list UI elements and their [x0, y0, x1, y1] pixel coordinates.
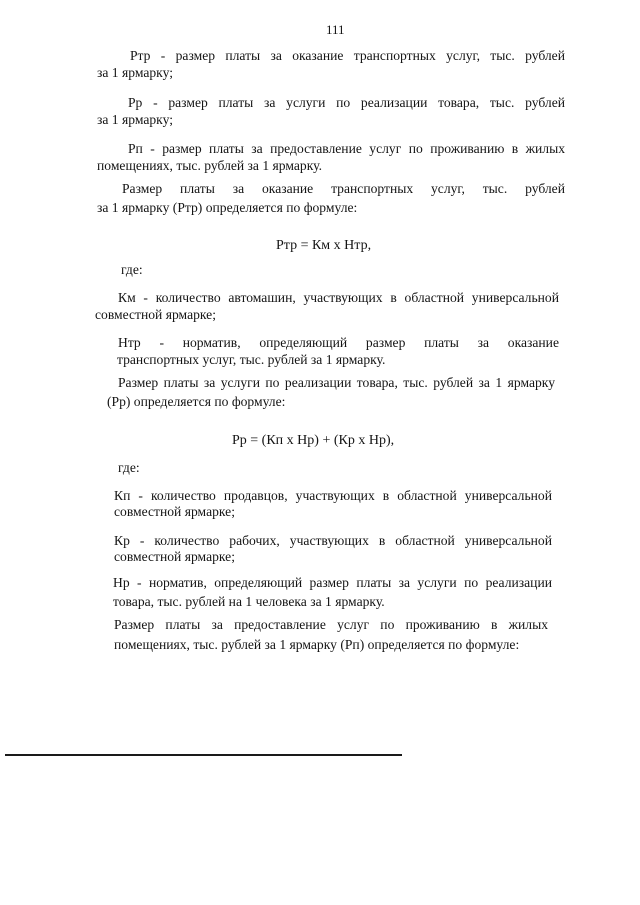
paragraph-rp-line-2: помещениях, тыс. рублей за 1 ярмарку (Рп) определяется по формуле:: [114, 637, 520, 652]
definition-kp-line-2: совместной ярмарке;: [114, 504, 235, 519]
definition-ntr-line-1: Нтр - норматив, определяющий размер платы за оказание: [118, 335, 559, 350]
definition-km-line-2: совместной ярмарке;: [95, 307, 216, 322]
paragraph-rp-line-1: Размер платы за предоставление услуг по проживанию в жилых: [114, 617, 548, 632]
definition-km-line-1: Км - количество автомашин, участвующих в областной универсальной: [118, 290, 559, 305]
definition-rp-line-2: помещениях, тыс. рублей за 1 ярмарку.: [97, 158, 322, 173]
formula-rr: Рр = (Кп х Нр) + (Кр х Нр),: [232, 433, 395, 448]
definition-rtr-line-1: Ртр - размер платы за оказание транспортных услуг, тыс. рублей: [130, 48, 565, 63]
paragraph-rr-line-2: (Рр) определяется по формуле:: [107, 394, 286, 409]
formula-rtr: Ртр = Км х Нтр,: [276, 238, 372, 253]
definition-nr-line-2: товара, тыс. рублей на 1 человека за 1 ярмарку.: [113, 594, 385, 609]
definition-rr-line-2: за 1 ярмарку;: [97, 112, 173, 127]
paragraph-rtr-line-2: за 1 ярмарку (Ртр) определяется по формуле:: [97, 200, 358, 215]
page-number: 111: [326, 22, 345, 37]
where-label-1: где:: [121, 262, 143, 277]
definition-kp-line-1: Кп - количество продавцов, участвующих в областной универсальной: [114, 488, 552, 503]
paragraph-rtr-line-1: Размер платы за оказание транспортных услуг, тыс. рублей: [122, 181, 565, 196]
paragraph-rr-line-1: Размер платы за услуги по реализации товара, тыс. рублей за 1 ярмарку: [118, 375, 555, 390]
definition-rp-line-1: Рп - размер платы за предоставление услуг по проживанию в жилых: [128, 141, 565, 156]
definition-nr-line-1: Нр - норматив, определяющий размер платы за услуги по реализации: [113, 575, 552, 590]
definition-ntr-line-2: транспортных услуг, тыс. рублей за 1 ярмарку.: [117, 352, 386, 367]
definition-rr-line-1: Рр - размер платы за услуги по реализации товара, тыс. рублей: [128, 95, 565, 110]
definition-rtr-line-2: за 1 ярмарку;: [97, 65, 173, 80]
bottom-rule-divider: [5, 754, 402, 756]
definition-kr-line-1: Кр - количество рабочих, участвующих в областной универсальной: [114, 533, 552, 548]
where-label-2: где:: [118, 460, 140, 475]
definition-kr-line-2: совместной ярмарке;: [114, 549, 235, 564]
